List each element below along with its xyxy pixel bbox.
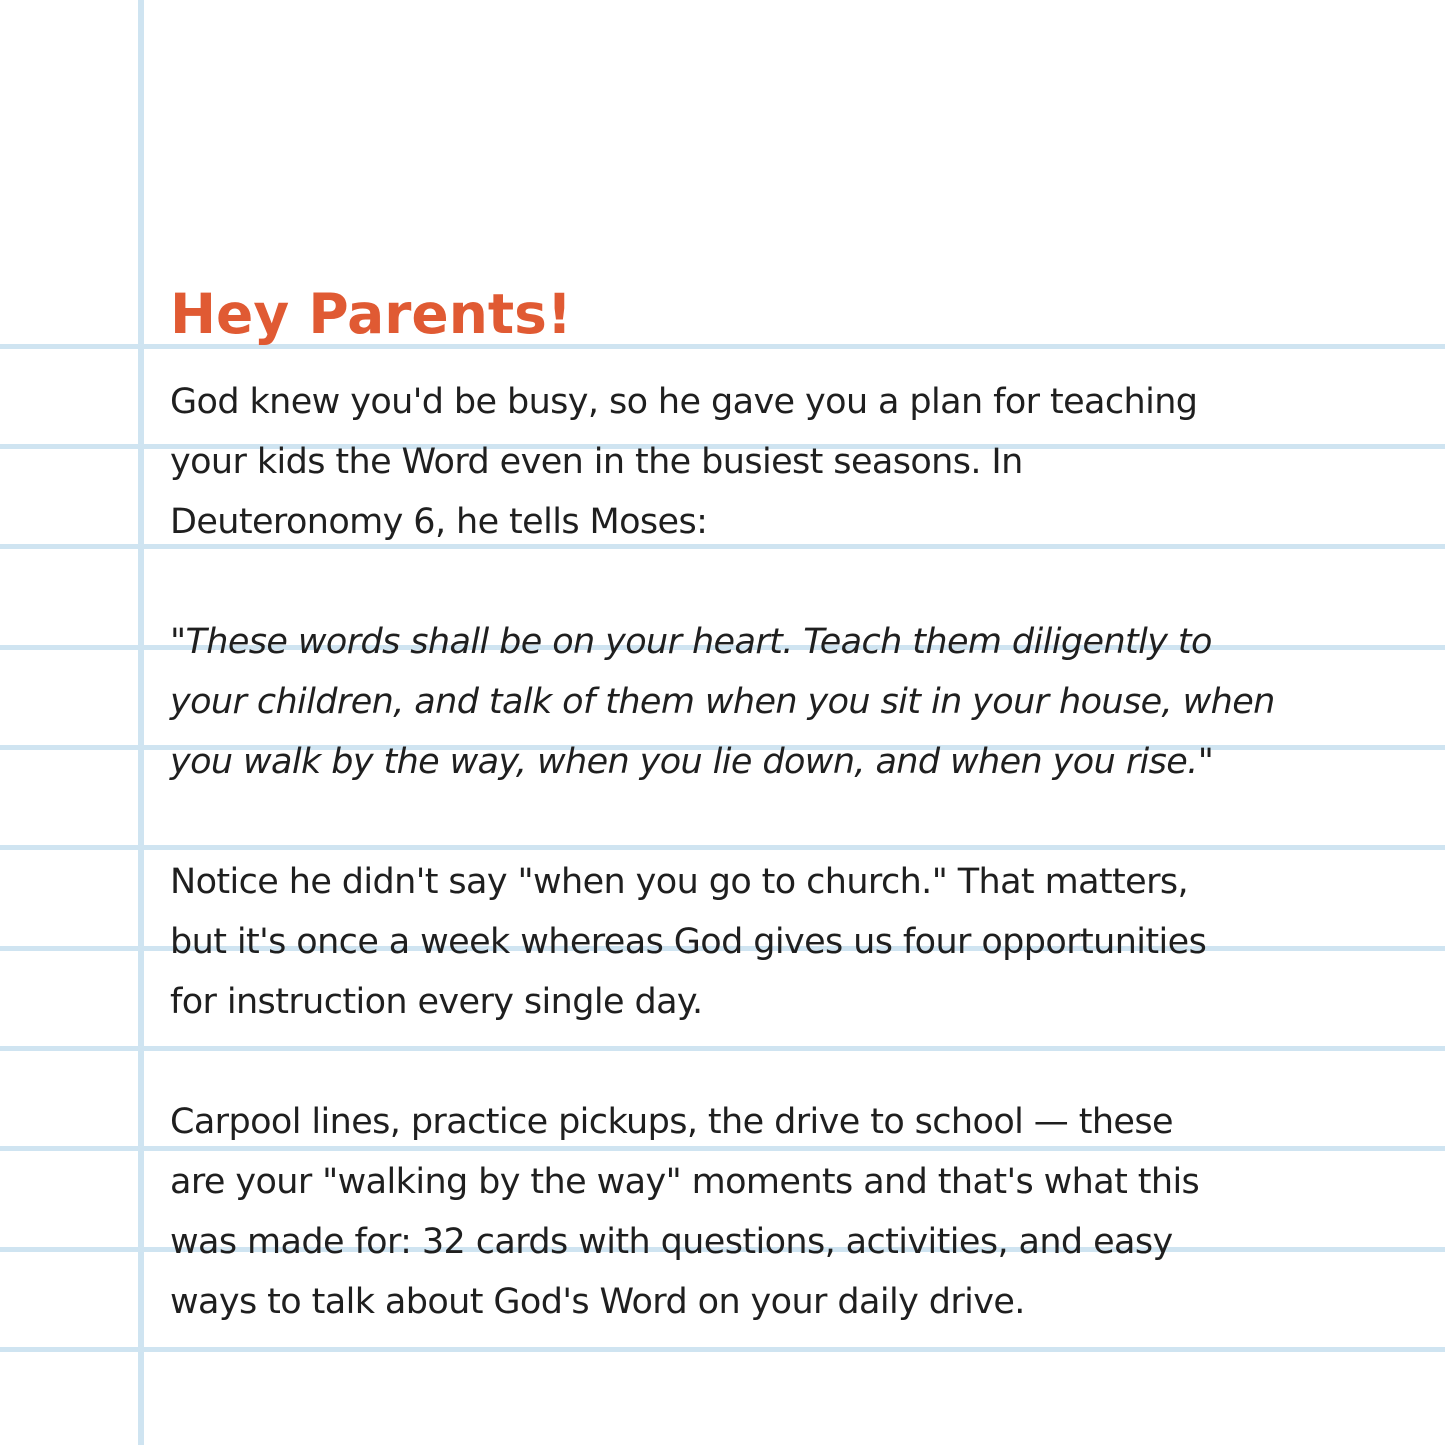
text-line: your kids the Word even in the busiest seasons. In (170, 442, 1023, 482)
text-line: God knew you'd be busy, so he gave you a plan for teaching (170, 382, 1198, 422)
ruled-line (0, 845, 1445, 850)
text-line: "These words shall be on your heart. Teach them diligently to (170, 622, 1212, 662)
ruled-line (0, 1347, 1445, 1352)
intro-paragraph (170, 372, 1420, 552)
text-line: was made for: 32 cards with questions, activities, and easy (170, 1222, 1173, 1262)
text-line: Deuteronomy 6, he tells Moses: (170, 502, 708, 542)
text-line: you walk by the way, when you lie down, and when you rise." (170, 742, 1214, 782)
text-line: but it's once a week whereas God gives us four opportunities (170, 922, 1207, 962)
scripture-quote (170, 612, 1420, 792)
text-line: ways to talk about God's Word on your daily drive. (170, 1282, 1025, 1322)
text-line: your children, and talk of them when you sit in your house, when (170, 682, 1275, 722)
margin-line (138, 0, 144, 1445)
notice-paragraph (170, 852, 1420, 1032)
ruled-line (0, 1046, 1445, 1051)
text-line: Notice he didn't say "when you go to church." That matters, (170, 862, 1189, 902)
carpool-paragraph (170, 1092, 1420, 1332)
text-line: Carpool lines, practice pickups, the drive to school — these (170, 1102, 1173, 1142)
page-title: Hey Parents! (170, 282, 572, 346)
text-line: for instruction every single day. (170, 982, 703, 1022)
text-line: are your "walking by the way" moments and that's what this (170, 1162, 1200, 1202)
